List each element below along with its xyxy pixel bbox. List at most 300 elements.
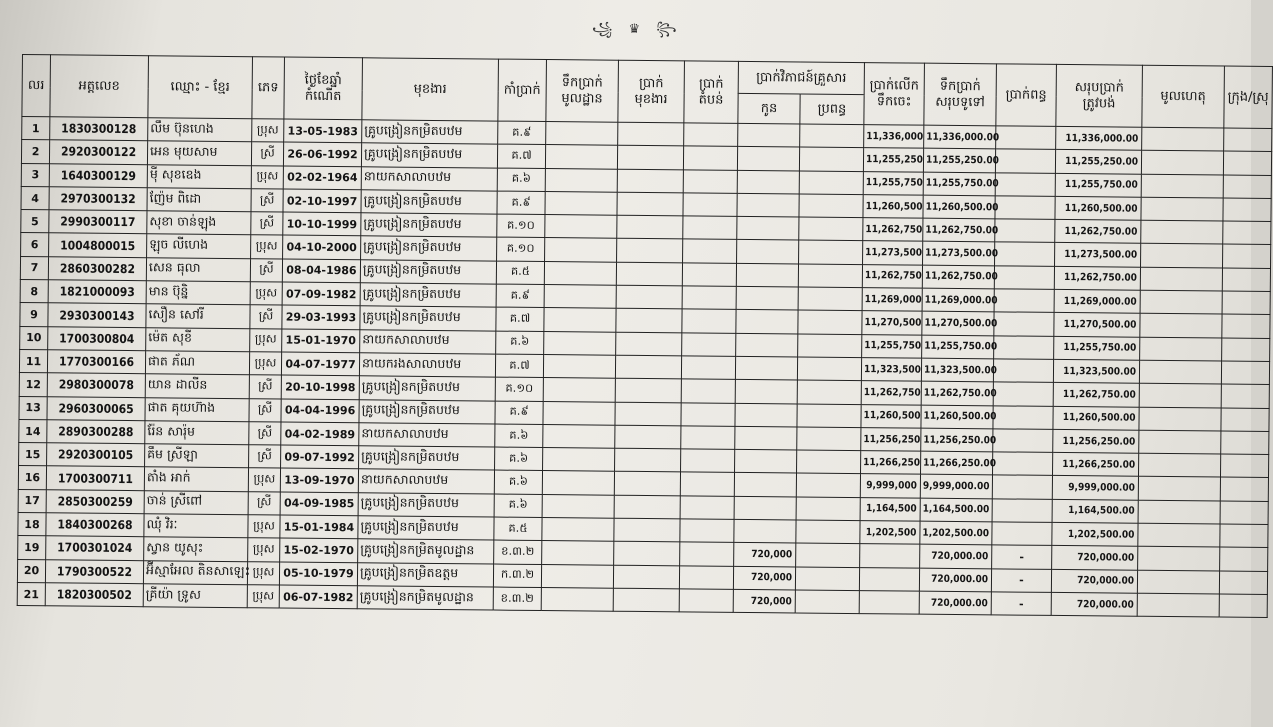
cell-area-allowance bbox=[683, 193, 737, 217]
cell-row-number: 19 bbox=[18, 536, 46, 560]
cell-row-number: 2 bbox=[21, 140, 49, 164]
cell-net-total: 9,999,000.00 bbox=[1052, 476, 1138, 500]
cell-base-salary bbox=[544, 331, 616, 355]
cell-salary-grade: គ.៦ bbox=[495, 424, 543, 448]
cell-sex: ស្រី bbox=[248, 491, 280, 515]
cell-date-of-birth: 06-07-1982 bbox=[279, 585, 357, 609]
cell-employee-id: 2890300288 bbox=[47, 420, 145, 444]
cell-spouse-allowance bbox=[795, 590, 859, 614]
cell-salary-grade: គ.៧ bbox=[497, 144, 545, 168]
cell-children-allowance bbox=[734, 496, 796, 520]
cell-base-salary bbox=[542, 518, 614, 542]
cell-sex: ស្រី bbox=[250, 258, 282, 282]
cell-position-allowance bbox=[614, 542, 680, 566]
cell-role: គ្រូបង្រៀនកម្រិតបឋម bbox=[358, 516, 494, 541]
cell-date-of-birth: 15-01-1970 bbox=[282, 329, 360, 353]
cell-incentive: 11,336,000 bbox=[864, 125, 924, 149]
cell-base-salary bbox=[545, 238, 617, 262]
header-dob: ថ្ងៃខែឆ្នាំ កំណើត bbox=[284, 57, 363, 120]
cell-sex: ស្រី bbox=[251, 189, 283, 213]
cell-reason bbox=[1139, 360, 1221, 384]
cell-reason bbox=[1137, 593, 1219, 617]
cell-net-total: 720,000.00 bbox=[1051, 592, 1137, 616]
cell-position-allowance bbox=[618, 122, 684, 146]
cell-net-total: 11,260,500.00 bbox=[1053, 406, 1139, 430]
cell-position-allowance bbox=[617, 215, 683, 239]
cell-sex: ប្រុស bbox=[248, 515, 280, 539]
cell-role: គ្រូបង្រៀនកម្រិតបឋម bbox=[360, 306, 496, 331]
cell-location bbox=[1223, 198, 1271, 222]
cell-children-allowance bbox=[736, 286, 798, 310]
cell-location bbox=[1223, 221, 1271, 245]
cell-base-salary bbox=[545, 191, 617, 215]
cell-net-total: 11,255,750.00 bbox=[1054, 336, 1140, 360]
cell-children-allowance bbox=[736, 263, 798, 287]
cell-area-allowance bbox=[680, 542, 734, 566]
cell-area-allowance bbox=[679, 589, 733, 613]
cell-date-of-birth: 05-10-1979 bbox=[279, 562, 357, 586]
cell-role: គ្រូបង្រៀនកម្រិតបឋម bbox=[360, 283, 496, 308]
cell-incentive bbox=[859, 591, 919, 615]
cell-location bbox=[1222, 291, 1270, 315]
cell-employee-id: 1790300522 bbox=[45, 559, 143, 583]
cell-spouse-allowance bbox=[799, 147, 863, 171]
cell-incentive: 11,262,750 bbox=[863, 218, 923, 242]
cell-sex: ប្រុស bbox=[250, 282, 282, 306]
cell-row-number: 6 bbox=[21, 233, 49, 257]
cell-children-allowance bbox=[735, 403, 797, 427]
cell-date-of-birth: 26-06-1992 bbox=[283, 142, 361, 166]
cell-base-salary bbox=[541, 587, 613, 611]
cell-salary-grade: គ.៧ bbox=[496, 307, 544, 331]
cell-children-allowance bbox=[737, 217, 799, 241]
cell-tax bbox=[994, 312, 1054, 336]
header-row bbox=[22, 55, 1272, 99]
cell-spouse-allowance bbox=[797, 427, 861, 451]
cell-gross-total: 11,262,750.00 bbox=[923, 218, 995, 242]
cell-row-number: 4 bbox=[21, 186, 49, 210]
cell-reason bbox=[1138, 523, 1220, 547]
header-sex: ភេទ bbox=[252, 57, 285, 119]
cell-incentive: 11,323,500 bbox=[861, 358, 921, 382]
cell-employee-name: ញ៉ែម ពិដោ bbox=[147, 188, 251, 212]
cell-role: នាយកសាលាបឋម bbox=[359, 423, 495, 448]
cell-employee-id: 2920300105 bbox=[47, 443, 145, 467]
cell-role: គ្រូបង្រៀនកម្រិតមូលដ្ឋាន bbox=[358, 539, 494, 564]
cell-date-of-birth: 09-07-1992 bbox=[281, 445, 359, 469]
cell-location bbox=[1223, 175, 1271, 199]
cell-row-number: 14 bbox=[19, 419, 47, 443]
cell-tax bbox=[992, 475, 1052, 499]
cell-children-allowance: 720,000 bbox=[733, 589, 795, 613]
cell-employee-id: 1820300502 bbox=[45, 583, 143, 607]
cell-incentive: 11,256,250 bbox=[861, 427, 921, 451]
cell-tax bbox=[996, 126, 1056, 150]
cell-tax bbox=[995, 172, 1055, 196]
cell-children-allowance bbox=[737, 240, 799, 264]
cell-gross-total: 11,270,500.00 bbox=[922, 312, 994, 336]
cell-net-total: 11,323,500.00 bbox=[1053, 359, 1139, 383]
cell-sex: ស្រី bbox=[249, 445, 281, 469]
cell-position-allowance bbox=[617, 192, 683, 216]
header-role: មុខងារ bbox=[362, 58, 499, 121]
cell-net-total: 1,202,500.00 bbox=[1052, 522, 1138, 546]
cell-reason bbox=[1140, 337, 1222, 361]
header-no: លរ bbox=[22, 55, 51, 117]
cell-incentive: 11,273,500 bbox=[863, 241, 923, 265]
cell-tax: - bbox=[992, 545, 1052, 569]
cell-row-number: 16 bbox=[18, 466, 46, 490]
cell-employee-id: 1700300804 bbox=[48, 326, 146, 350]
cell-employee-name: យាន ដាលីន bbox=[145, 374, 249, 398]
cell-incentive: 1,202,500 bbox=[860, 521, 920, 545]
header-id: អត្តលេខ bbox=[50, 55, 149, 118]
cell-base-salary bbox=[544, 285, 616, 309]
cell-spouse-allowance bbox=[800, 124, 864, 148]
cell-base-salary bbox=[545, 168, 617, 192]
cell-gross-total: 1,202,500.00 bbox=[920, 521, 992, 545]
cell-position-allowance bbox=[616, 285, 682, 309]
cell-tax bbox=[992, 499, 1052, 523]
cell-salary-grade: គ.៦ bbox=[495, 447, 543, 471]
cell-salary-grade: ខ.៣.២ bbox=[494, 540, 542, 564]
cell-spouse-allowance bbox=[797, 450, 861, 474]
cell-gross-total: 11,255,750.00 bbox=[922, 335, 994, 359]
cell-position-allowance bbox=[616, 262, 682, 286]
cell-base-salary bbox=[545, 215, 617, 239]
cell-area-allowance bbox=[681, 402, 735, 426]
cell-date-of-birth: 04-02-1989 bbox=[281, 422, 359, 446]
cell-net-total: 11,260,500.00 bbox=[1055, 196, 1141, 220]
cell-row-number: 13 bbox=[19, 396, 47, 420]
cell-spouse-allowance bbox=[795, 567, 859, 591]
cell-reason bbox=[1142, 127, 1224, 151]
cell-net-total: 11,256,250.00 bbox=[1053, 429, 1139, 453]
cell-row-number: 20 bbox=[17, 559, 45, 583]
cell-employee-id: 1700301024 bbox=[46, 536, 144, 560]
cell-tax bbox=[993, 405, 1053, 429]
cell-spouse-allowance bbox=[798, 310, 862, 334]
cell-incentive: 11,260,500 bbox=[863, 194, 923, 218]
cell-role: គ្រូបង្រៀនកម្រិតបឋម bbox=[359, 399, 495, 424]
cell-location bbox=[1221, 384, 1269, 408]
cell-area-allowance bbox=[679, 565, 733, 589]
cell-tax bbox=[995, 219, 1055, 243]
header-incentive: ប្រាក់លើក ទឹកចេះ bbox=[864, 63, 925, 126]
cell-salary-grade: គ.៦ bbox=[496, 331, 544, 355]
cell-area-allowance bbox=[680, 519, 734, 543]
cell-incentive: 11,269,000 bbox=[862, 288, 922, 312]
cell-area-allowance bbox=[682, 286, 736, 310]
cell-children-allowance bbox=[736, 310, 798, 334]
cell-row-number: 21 bbox=[17, 582, 45, 606]
cell-base-salary bbox=[542, 541, 614, 565]
cell-salary-grade: ក.៣.២ bbox=[493, 564, 541, 588]
cell-employee-name: ឈុំ វិរៈ bbox=[144, 514, 248, 538]
cell-base-salary bbox=[544, 308, 616, 332]
cell-area-allowance bbox=[682, 333, 736, 357]
cell-employee-name: ម៉ី សុខឧេង bbox=[147, 164, 251, 188]
cell-location bbox=[1221, 454, 1269, 478]
cell-spouse-allowance bbox=[796, 473, 860, 497]
cell-reason bbox=[1140, 314, 1222, 338]
cell-role: នាយកសាលាបឋម bbox=[358, 469, 494, 494]
cell-area-allowance bbox=[681, 379, 735, 403]
header-net: សរុបប្រាក់ ត្រូវបង់ bbox=[1056, 64, 1143, 127]
cell-location bbox=[1220, 547, 1268, 571]
cell-position-allowance bbox=[615, 402, 681, 426]
cell-employee-id: 2960300065 bbox=[47, 396, 145, 420]
cell-employee-id: 1700300711 bbox=[46, 466, 144, 490]
cell-position-allowance bbox=[615, 425, 681, 449]
cell-role: គ្រូបង្រៀនកម្រិតបឋម bbox=[359, 446, 495, 471]
cell-net-total: 11,269,000.00 bbox=[1054, 289, 1140, 313]
cell-reason bbox=[1141, 197, 1223, 221]
cell-spouse-allowance bbox=[797, 357, 861, 381]
cell-position-allowance bbox=[615, 448, 681, 472]
cell-tax: - bbox=[991, 568, 1051, 592]
cell-children-allowance bbox=[737, 147, 799, 171]
cell-role: នាយកសាលាបឋម bbox=[361, 166, 497, 191]
cell-sex: ស្រី bbox=[251, 212, 283, 236]
cell-sex: ស្រី bbox=[249, 398, 281, 422]
cell-net-total: 720,000.00 bbox=[1051, 569, 1137, 593]
cell-employee-name: ម៉េត សុខី bbox=[146, 327, 250, 351]
cell-sex: ស្រី bbox=[251, 142, 283, 166]
header-gross: ទឹកប្រាក់ សរុបទូទៅ bbox=[924, 63, 997, 126]
cell-area-allowance bbox=[680, 496, 734, 520]
cell-area-allowance bbox=[683, 239, 737, 263]
cell-incentive: 11,262,750 bbox=[862, 264, 922, 288]
payroll-table bbox=[17, 54, 1273, 618]
cell-area-allowance bbox=[683, 216, 737, 240]
cell-gross-total: 11,255,750.00 bbox=[923, 172, 995, 196]
cell-employee-name: អេន មុយសាម bbox=[147, 141, 251, 165]
cell-date-of-birth: 20-10-1998 bbox=[281, 375, 359, 399]
cell-employee-name: តាំង អាក់ bbox=[144, 467, 248, 491]
cell-role: គ្រូបង្រៀនកម្រិតបឋម bbox=[361, 236, 497, 261]
cell-row-number: 8 bbox=[20, 280, 48, 304]
cell-role: នាយករងសាលាបឋម bbox=[359, 353, 495, 378]
cell-employee-id: 1770300166 bbox=[47, 350, 145, 374]
cell-position-allowance bbox=[613, 588, 679, 612]
cell-position-allowance bbox=[614, 495, 680, 519]
cell-location bbox=[1224, 128, 1272, 152]
header-grade: កាំប្រាក់ bbox=[498, 59, 547, 121]
cell-position-allowance bbox=[617, 239, 683, 263]
cell-children-allowance: 720,000 bbox=[734, 543, 796, 567]
cell-spouse-allowance bbox=[798, 334, 862, 358]
cell-sex: ស្រី bbox=[249, 422, 281, 446]
cell-employee-name: អ៊ីស្មាអែល តិនសាឡេះ bbox=[143, 560, 247, 584]
cell-salary-grade: គ.៩ bbox=[496, 284, 544, 308]
cell-role: គ្រូបង្រៀនកម្រិតបឋម bbox=[360, 260, 496, 285]
cell-position-allowance bbox=[615, 355, 681, 379]
cell-gross-total: 11,260,500.00 bbox=[923, 195, 995, 219]
cell-area-allowance bbox=[681, 449, 735, 473]
cell-location bbox=[1223, 245, 1271, 269]
cell-spouse-allowance bbox=[799, 194, 863, 218]
cell-area-allowance bbox=[680, 472, 734, 496]
cell-employee-id: 2970300132 bbox=[49, 187, 147, 211]
cell-salary-grade: គ.១០ bbox=[497, 238, 545, 262]
cell-spouse-allowance bbox=[799, 240, 863, 264]
cell-location bbox=[1220, 524, 1268, 548]
cell-base-salary bbox=[543, 378, 615, 402]
cell-spouse-allowance bbox=[797, 380, 861, 404]
cell-net-total: 720,000.00 bbox=[1052, 546, 1138, 570]
cell-salary-grade: គ.៩ bbox=[497, 191, 545, 215]
cell-reason bbox=[1141, 151, 1223, 175]
cell-date-of-birth: 04-10-2000 bbox=[283, 235, 361, 259]
cell-spouse-allowance bbox=[796, 520, 860, 544]
cell-children-allowance bbox=[734, 519, 796, 543]
cell-children-allowance bbox=[737, 170, 799, 194]
cell-net-total: 11,270,500.00 bbox=[1054, 313, 1140, 337]
cell-reason bbox=[1139, 430, 1221, 454]
cell-role: គ្រូបង្រៀនកម្រិតមូលដ្ឋាន bbox=[357, 586, 493, 611]
cell-date-of-birth: 10-10-1999 bbox=[283, 212, 361, 236]
cell-role: គ្រូបង្រៀនកម្រិតបឋម bbox=[362, 120, 498, 145]
cell-row-number: 7 bbox=[20, 256, 48, 280]
cell-gross-total: 1,164,500.00 bbox=[920, 498, 992, 522]
cell-net-total: 1,164,500.00 bbox=[1052, 499, 1138, 523]
cell-gross-total: 9,999,000.00 bbox=[920, 475, 992, 499]
cell-incentive: 11,266,250 bbox=[861, 451, 921, 475]
cell-date-of-birth: 07-09-1982 bbox=[282, 282, 360, 306]
cell-gross-total: 11,323,500.00 bbox=[921, 358, 993, 382]
cell-gross-total: 11,260,500.00 bbox=[921, 405, 993, 429]
cell-reason bbox=[1141, 244, 1223, 268]
cell-salary-grade: គ.៦ bbox=[494, 471, 542, 495]
cell-employee-id: 1840300268 bbox=[46, 513, 144, 537]
cell-gross-total: 11,262,750.00 bbox=[922, 265, 994, 289]
cell-position-allowance bbox=[614, 472, 680, 496]
cell-spouse-allowance bbox=[799, 171, 863, 195]
cell-gross-total: 11,262,750.00 bbox=[921, 381, 993, 405]
cell-gross-total: 11,273,500.00 bbox=[923, 242, 995, 266]
cell-sex: ប្រុស bbox=[247, 585, 279, 609]
cell-employee-id: 1640300129 bbox=[49, 163, 147, 187]
cell-tax bbox=[993, 382, 1053, 406]
cell-row-number: 9 bbox=[20, 303, 48, 327]
cell-employee-id: 2990300117 bbox=[49, 210, 147, 234]
cell-position-allowance bbox=[615, 378, 681, 402]
cell-location bbox=[1221, 431, 1269, 455]
cell-net-total: 11,262,750.00 bbox=[1055, 220, 1141, 244]
cell-reason bbox=[1137, 570, 1219, 594]
cell-location bbox=[1222, 268, 1270, 292]
cell-net-total: 11,262,750.00 bbox=[1054, 266, 1140, 290]
cell-gross-total: 11,269,000.00 bbox=[922, 288, 994, 312]
cell-tax bbox=[992, 522, 1052, 546]
cell-base-salary bbox=[542, 471, 614, 495]
cell-row-number: 10 bbox=[20, 326, 48, 350]
cell-tax bbox=[993, 429, 1053, 453]
cell-base-salary bbox=[546, 122, 618, 146]
cell-children-allowance bbox=[735, 356, 797, 380]
cell-salary-grade: គ.១០ bbox=[495, 377, 543, 401]
cell-salary-grade: គ.៦ bbox=[494, 494, 542, 518]
cell-tax bbox=[995, 149, 1055, 173]
cell-date-of-birth: 15-02-1970 bbox=[280, 538, 358, 562]
cell-base-salary bbox=[544, 261, 616, 285]
cell-role: គ្រូបង្រៀនកម្រិតបឋម bbox=[361, 143, 497, 168]
cell-tax bbox=[994, 336, 1054, 360]
cell-role: គ្រូបង្រៀនកម្រិតបឋម bbox=[361, 213, 497, 238]
cell-sex: ប្រុស bbox=[252, 119, 284, 143]
cell-area-allowance bbox=[683, 146, 737, 170]
cell-sex: ប្រុស bbox=[250, 328, 282, 352]
cell-gross-total: 11,256,250.00 bbox=[921, 428, 993, 452]
cell-row-number: 15 bbox=[19, 443, 47, 467]
cell-row-number: 3 bbox=[21, 163, 49, 187]
cell-gross-total: 11,255,250.00 bbox=[923, 148, 995, 172]
header-name: ឈ្មោះ - ខ្មែរ bbox=[148, 56, 253, 119]
cell-tax: - bbox=[991, 592, 1051, 616]
header-reason: មូលហេតុ bbox=[1142, 65, 1225, 128]
cell-reason bbox=[1141, 220, 1223, 244]
cell-position-allowance bbox=[613, 565, 679, 589]
cell-gross-total: 720,000.00 bbox=[919, 591, 991, 615]
cell-tax bbox=[995, 242, 1055, 266]
cell-tax bbox=[993, 359, 1053, 383]
cell-employee-id: 1004800015 bbox=[49, 233, 147, 257]
cell-location bbox=[1220, 501, 1268, 525]
cell-incentive: 11,255,750 bbox=[862, 334, 922, 358]
cell-date-of-birth: 08-04-1986 bbox=[282, 259, 360, 283]
cell-row-number: 11 bbox=[19, 349, 47, 373]
header-children: កូន bbox=[738, 93, 800, 124]
header-position-allowance: ប្រាក់ មុខងារ bbox=[618, 60, 685, 123]
cell-net-total: 11,273,500.00 bbox=[1055, 243, 1141, 267]
cell-role: គ្រូបង្រៀនកម្រិតឧត្តម bbox=[357, 562, 493, 587]
cell-row-number: 5 bbox=[21, 210, 49, 234]
cell-employee-id: 1821000093 bbox=[48, 280, 146, 304]
cell-sex: ប្រុស bbox=[249, 352, 281, 376]
cell-employee-name: សេន ធុលា bbox=[146, 257, 250, 281]
cell-position-allowance bbox=[617, 169, 683, 193]
cell-base-salary bbox=[543, 424, 615, 448]
cell-salary-grade: គ.១០ bbox=[497, 214, 545, 238]
cell-salary-grade: គ.៥ bbox=[494, 517, 542, 541]
cell-salary-grade: គ.៥ bbox=[496, 261, 544, 285]
cell-position-allowance bbox=[617, 146, 683, 170]
cell-employee-id: 2920300122 bbox=[49, 140, 147, 164]
header-family-allowance: ប្រាក់វិភាជន៍គ្រួសារ bbox=[738, 61, 864, 94]
cell-reason bbox=[1140, 267, 1222, 291]
cell-employee-name: សឿន សៅរី bbox=[146, 304, 250, 328]
cell-sex: ប្រុស bbox=[248, 468, 280, 492]
cell-base-salary bbox=[543, 401, 615, 425]
cell-children-allowance bbox=[738, 123, 800, 147]
cell-employee-name: ស្វាន យូសុះ bbox=[144, 537, 248, 561]
cell-salary-grade: គ.៧ bbox=[495, 354, 543, 378]
cell-net-total: 11,266,250.00 bbox=[1053, 453, 1139, 477]
cell-role: គ្រូបង្រៀនកម្រិតបឋម bbox=[359, 376, 495, 401]
cell-role: គ្រូបង្រៀនកម្រិតបឋម bbox=[358, 492, 494, 517]
cell-reason bbox=[1139, 384, 1221, 408]
cell-spouse-allowance bbox=[796, 543, 860, 567]
cell-date-of-birth: 04-04-1996 bbox=[281, 399, 359, 423]
cell-gross-total: 11,336,000.00 bbox=[924, 125, 996, 149]
cell-gross-total: 11,266,250.00 bbox=[921, 451, 993, 475]
cell-sex: ស្រី bbox=[250, 305, 282, 329]
cell-employee-name: ចាន់ ស្រីពៅ bbox=[144, 490, 248, 514]
cell-row-number: 1 bbox=[22, 117, 50, 141]
cell-incentive: 11,255,750 bbox=[863, 171, 923, 195]
cell-location bbox=[1219, 594, 1267, 618]
